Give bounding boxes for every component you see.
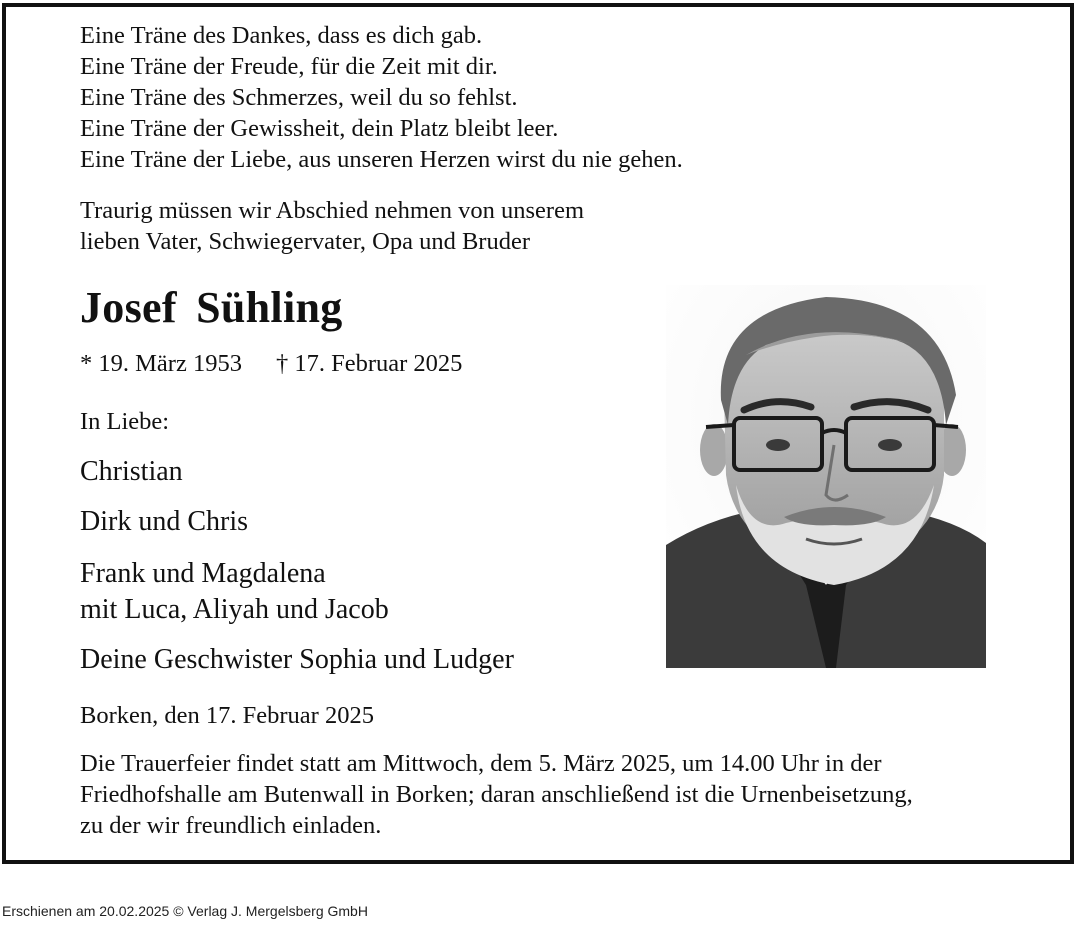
family-line: Frank und Magdalena bbox=[80, 558, 326, 589]
family-member: Dirk und Chris bbox=[80, 506, 248, 537]
intro-line: lieben Vater, Schwiegervater, Opa und Bruder bbox=[80, 228, 530, 255]
deceased-name: Josef Sühling bbox=[80, 283, 343, 332]
family-line: mit Luca, Aliyah und Jacob bbox=[80, 594, 389, 625]
birth-date: * 19. März 1953 bbox=[80, 350, 242, 377]
family-member bbox=[80, 556, 389, 628]
service-line: Friedhofshalle am Butenwall in Borken; daran anschließend ist die Urnenbeisetzung, bbox=[80, 781, 913, 808]
family-member: Christian bbox=[80, 456, 183, 487]
poem-line: Eine Träne des Schmerzes, weil du so fehlst. bbox=[80, 84, 518, 111]
intro-text bbox=[80, 195, 584, 257]
poem-line: Eine Träne der Gewissheit, dein Platz bleibt leer. bbox=[80, 115, 559, 142]
poem bbox=[80, 20, 683, 175]
poem-line: Eine Träne des Dankes, dass es dich gab. bbox=[80, 22, 483, 49]
service-line: Die Trauerfeier findet statt am Mittwoch, dem 5. März 2025, um 14.00 Uhr in der bbox=[80, 750, 882, 777]
service-notice bbox=[80, 748, 913, 841]
portrait-photo bbox=[666, 285, 986, 668]
service-line: zu der wir freundlich einladen. bbox=[80, 812, 382, 839]
life-dates bbox=[80, 350, 462, 378]
poem-line: Eine Träne der Freude, für die Zeit mit dir. bbox=[80, 53, 498, 80]
death-date: † 17. Februar 2025 bbox=[275, 350, 463, 377]
place-date: Borken, den 17. Februar 2025 bbox=[80, 702, 374, 729]
in-love-label: In Liebe: bbox=[80, 408, 170, 435]
poem-line: Eine Träne der Liebe, aus unseren Herzen wirst du nie gehen. bbox=[80, 146, 683, 173]
publication-footer: Erschienen am 20.02.2025 © Verlag J. Mergelsberg GmbH bbox=[2, 903, 368, 919]
intro-line: Traurig müssen wir Abschied nehmen von unserem bbox=[80, 197, 584, 224]
family-member: Deine Geschwister Sophia und Ludger bbox=[80, 644, 514, 675]
